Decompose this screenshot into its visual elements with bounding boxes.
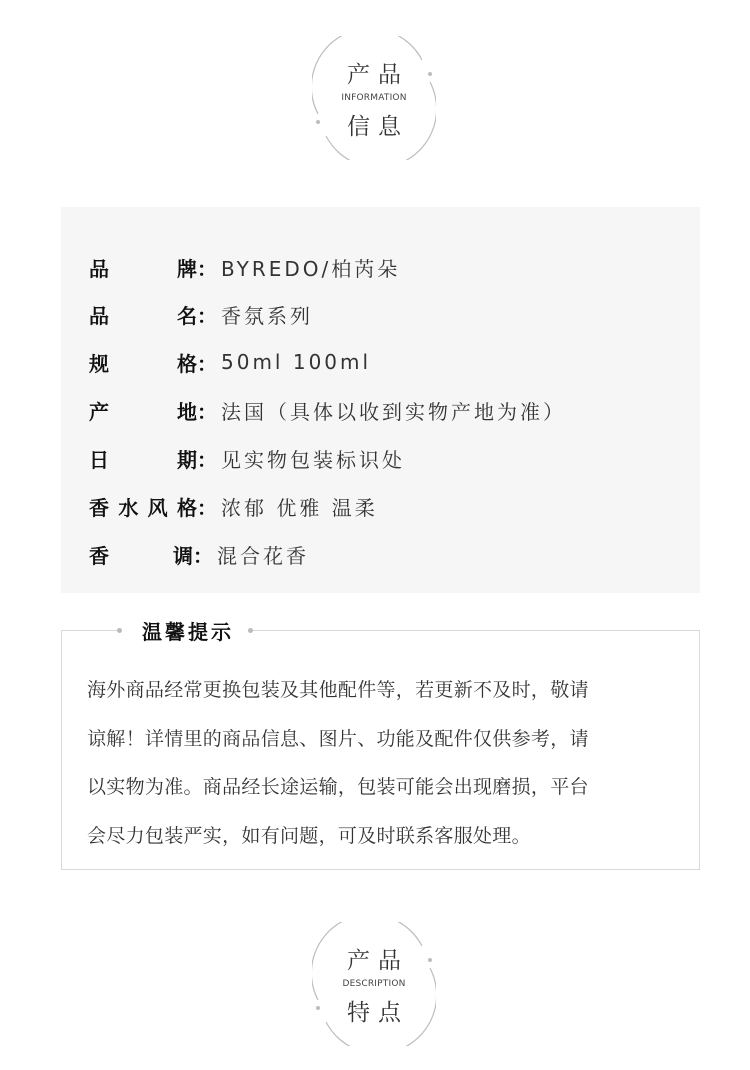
label-char: 牌 xyxy=(177,256,197,281)
info-row-date xyxy=(89,443,405,473)
label-char: 香 xyxy=(89,543,109,568)
tips-line: 以实物为准。商品经长途运输，包装可能会出现磨损，平台 xyxy=(87,776,589,798)
info-label xyxy=(89,444,197,473)
tips-top-border-left xyxy=(61,630,119,631)
info-label xyxy=(89,492,197,521)
product-description-emblem xyxy=(312,922,436,1046)
emblem-bottom-text: 信息 xyxy=(347,114,409,140)
info-colon: ： xyxy=(197,303,217,328)
tips-line: 谅解！详情里的商品信息、图片、功能及配件仅供参考，请 xyxy=(87,727,589,750)
tips-top-border-right xyxy=(252,630,699,631)
tips-title: 温馨提示 xyxy=(136,616,240,645)
label-char: 日 xyxy=(89,447,109,472)
emblem-top-text: 产品 xyxy=(347,948,409,974)
info-value: BYREDO/柏芮朵 xyxy=(221,256,401,281)
info-colon: ： xyxy=(197,256,217,281)
label-char: 香 xyxy=(89,495,109,520)
emblem-english-text: INFORMATION xyxy=(341,93,407,103)
info-label xyxy=(89,253,197,282)
emblem-english-text: DESCRIPTION xyxy=(342,979,406,989)
label-char: 规 xyxy=(89,351,109,376)
info-row-spec xyxy=(89,347,371,377)
info-value: 混合花香 xyxy=(217,543,309,568)
info-row-name xyxy=(89,299,313,329)
tips-line: 海外商品经常更换包装及其他配件等，若更新不及时，敬请 xyxy=(87,679,589,701)
label-char: 品 xyxy=(89,303,109,328)
product-information-emblem xyxy=(312,36,436,160)
info-value: 浓郁 优雅 温柔 xyxy=(221,495,378,520)
info-row-style xyxy=(89,491,378,521)
tips-line: 会尽力包装严实，如有问题，可及时联系客服处理。 xyxy=(87,824,531,847)
info-value: 50ml 100ml xyxy=(221,350,372,374)
info-label xyxy=(89,300,197,329)
info-colon: ： xyxy=(193,543,213,568)
emblem-top-text: 产品 xyxy=(347,62,409,88)
info-value: 见实物包装标识处 xyxy=(221,447,405,472)
info-colon: ： xyxy=(197,351,217,376)
info-row-brand xyxy=(89,252,400,282)
label-char: 风 xyxy=(147,495,168,520)
info-colon: ： xyxy=(197,447,217,472)
emblem-bottom-text: 特点 xyxy=(347,1000,409,1026)
info-row-note xyxy=(89,539,309,569)
info-value: 香氛系列 xyxy=(221,303,313,328)
tips-text xyxy=(87,666,677,860)
tips-left-dot-icon xyxy=(117,628,122,633)
label-char: 地 xyxy=(177,399,197,424)
info-colon: ： xyxy=(197,495,217,520)
info-label xyxy=(89,348,197,377)
label-char: 品 xyxy=(89,256,109,281)
label-char: 格 xyxy=(177,351,197,376)
info-value: 法国（具体以收到实物产地为准） xyxy=(221,399,566,424)
label-char: 水 xyxy=(118,495,139,520)
label-char: 格 xyxy=(176,495,197,520)
info-row-origin xyxy=(89,395,566,425)
info-label xyxy=(89,540,193,569)
tips-right-dot-icon xyxy=(248,628,253,633)
info-colon: ： xyxy=(197,399,217,424)
label-char: 调 xyxy=(173,543,193,568)
product-info-panel xyxy=(61,207,700,593)
label-char: 产 xyxy=(89,399,109,424)
info-label xyxy=(89,396,197,425)
label-char: 名 xyxy=(177,303,197,328)
label-char: 期 xyxy=(177,447,197,472)
